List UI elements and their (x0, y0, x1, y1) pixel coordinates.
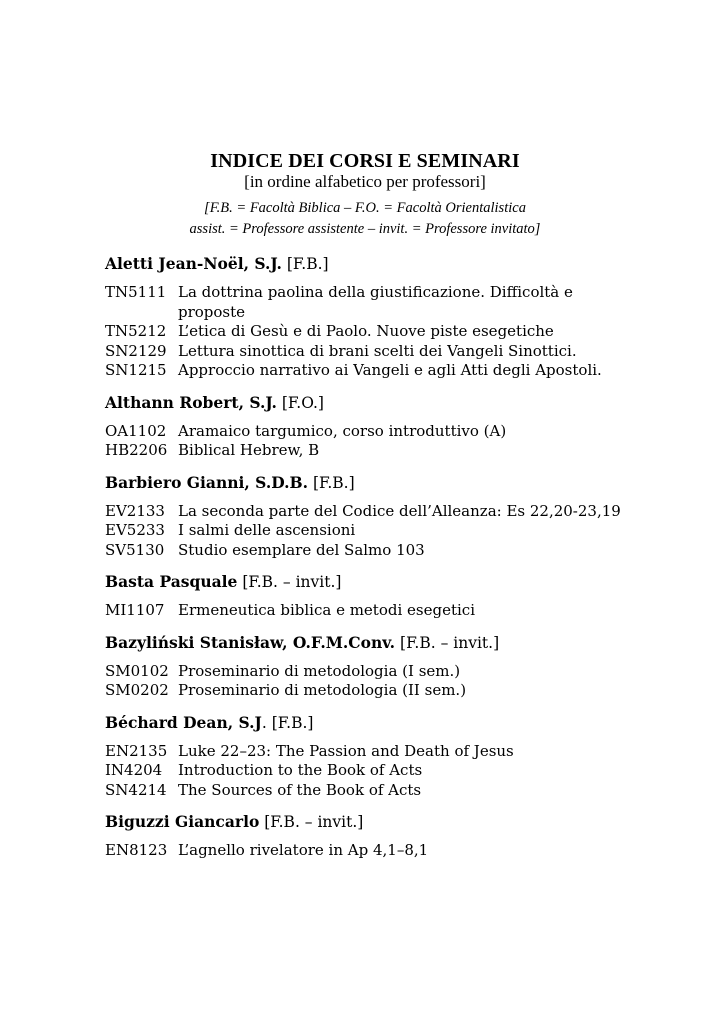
professor-name: Barbiero Gianni, S.D.B. (105, 472, 309, 492)
course-title: Luke 22–23: The Passion and Death of Jesus (178, 741, 514, 760)
course-title: Studio esemplare del Salmo 103 (178, 540, 425, 559)
course-title: Biblical Hebrew, B (178, 441, 320, 459)
professor-header (105, 713, 625, 733)
professor-faculty: . [F.B.] (261, 713, 314, 732)
course-row (105, 601, 625, 621)
professor-name: Biguzzi Giancarlo (105, 812, 260, 831)
course-title: Proseminario di metodologia (II sem.) (178, 681, 467, 699)
professor-name: Basta Pasquale (105, 572, 238, 591)
professor-header (105, 473, 625, 493)
course-row (105, 361, 625, 381)
professor-list (105, 254, 625, 861)
professor-faculty: [F.B.] (286, 255, 329, 273)
course-code: SM0102 (105, 661, 169, 680)
professor-faculty: [F.B.] (312, 473, 355, 492)
course-row (105, 342, 625, 362)
course-title: Aramaico targumico, corso introduttivo (A) (178, 421, 507, 440)
course-row (105, 742, 625, 762)
professor-faculty: [F.B. – invit.] (400, 633, 500, 652)
legend-line: assist. = Professore assistente – invit. = Professore invitato] (189, 221, 541, 237)
course-title: L’agnello rivelatore in Ap 4,1–8,1 (178, 841, 429, 859)
course-title: La dottrina paolina della giustificazione. Difficoltà e proposte (178, 283, 573, 321)
course-index-page (105, 150, 625, 873)
professor-section (105, 633, 625, 701)
course-code: OA1102 (105, 421, 167, 440)
professor-header (105, 254, 625, 274)
professor-header (105, 393, 625, 413)
course-row (105, 662, 625, 682)
course-code: SN1215 (105, 361, 167, 379)
professor-section (105, 254, 625, 381)
course-row (105, 521, 625, 541)
course-code: IN4204 (105, 761, 163, 779)
course-title: Lettura sinottica di brani scelti dei Vangeli Sinottici. (178, 341, 577, 360)
professor-name: Althann Robert, S.J. (105, 392, 277, 412)
course-code: TN5212 (105, 322, 167, 340)
professor-name: Béchard Dean, S.J (105, 712, 262, 732)
professor-header (105, 633, 625, 653)
course-code: TN5111 (105, 283, 167, 301)
professor-faculty: [F.B. – invit.] (242, 573, 342, 591)
course-code: HB2206 (105, 441, 168, 459)
course-code: SM0202 (105, 681, 169, 699)
course-row (105, 502, 625, 522)
course-row (105, 322, 625, 342)
legend-line: [F.B. = Facoltà Biblica – F.O. = Facoltà Orientalistica (204, 200, 526, 216)
course-title: Proseminario di metodologia (I sem.) (178, 661, 461, 680)
professor-header (105, 572, 625, 592)
course-code: EV2133 (105, 501, 165, 520)
course-row (105, 761, 625, 781)
course-row (105, 441, 625, 461)
professor-faculty: [F.B. – invit.] (264, 813, 364, 831)
course-title: Approccio narrativo ai Vangeli e agli Atti degli Apostoli. (178, 361, 602, 379)
course-row (105, 681, 625, 701)
course-code: EN2135 (105, 741, 168, 760)
course-title: I salmi delle ascensioni (178, 521, 356, 539)
course-title: Introduction to the Book of Acts (178, 761, 423, 779)
course-title: L’etica di Gesù e di Paolo. Nuove piste esegetiche (178, 322, 554, 340)
page-title: INDICE DEI CORSI E SEMINARI (210, 150, 520, 172)
course-code: MI1107 (105, 601, 165, 619)
course-row (105, 841, 625, 861)
professor-faculty: [F.O.] (281, 393, 324, 412)
page-subtitle: [in ordine alfabetico per professori] (244, 172, 486, 191)
course-code: SN4214 (105, 780, 167, 799)
professor-section (105, 473, 625, 561)
professor-header (105, 812, 625, 832)
course-title: The Sources of the Book of Acts (178, 780, 422, 799)
course-code: SN2129 (105, 341, 167, 360)
professor-section (105, 572, 625, 621)
professor-section (105, 393, 625, 461)
course-code: EN8123 (105, 841, 168, 859)
professor-section (105, 812, 625, 861)
professor-name: Bazyliński Stanisław, O.F.M.Conv. (105, 632, 396, 652)
course-code: EV5233 (105, 521, 165, 539)
professor-section (105, 713, 625, 801)
course-row (105, 541, 625, 561)
course-title: La seconda parte del Codice dell’Alleanza: Es 22,20-23,19 (178, 501, 621, 520)
course-row (105, 781, 625, 801)
abbreviation-legend (105, 198, 625, 240)
course-row (105, 422, 625, 442)
course-title: Ermeneutica biblica e metodi esegetici (178, 601, 475, 619)
course-row (105, 283, 625, 322)
course-code: SV5130 (105, 540, 165, 559)
professor-name: Aletti Jean-Noël, S.J. (105, 254, 282, 273)
